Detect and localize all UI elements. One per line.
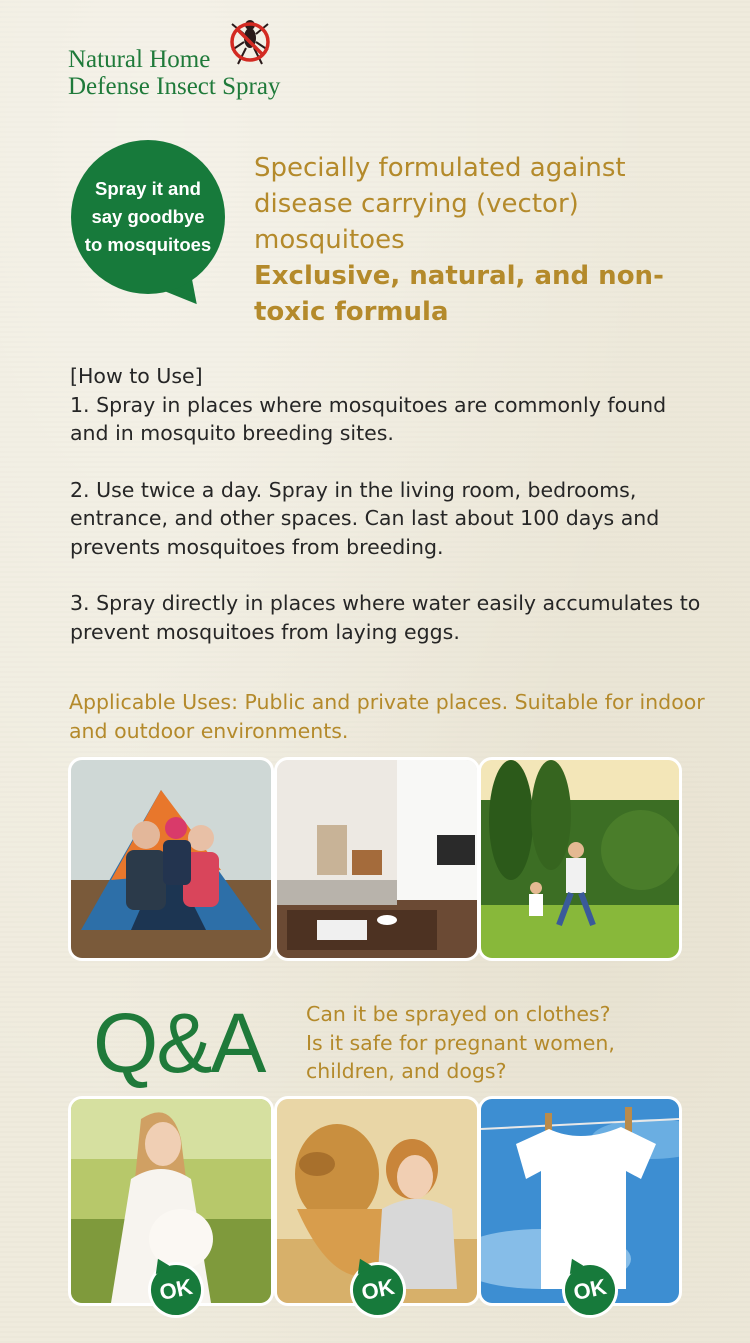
living-room-photo — [274, 757, 480, 961]
mosquito-no-icon — [226, 16, 274, 72]
headline-line-2: Exclusive, natural, and non-toxic formula — [254, 261, 664, 327]
ok-badge: OK — [557, 1257, 623, 1323]
how-to-use-step: 1. Spray in places where mosquitoes are commonly found and in mosquito breeding sites. — [70, 392, 667, 445]
applicable-uses: Applicable Uses: Public and private places. Suitable for indoor and outdoor environments. — [69, 690, 705, 743]
bubble-text: Spray it and say goodbye to mosquitoes — [84, 178, 212, 255]
how-to-use-title: [How to Use] — [70, 364, 203, 388]
park-play-photo — [478, 757, 682, 961]
headline — [254, 150, 724, 330]
headline-line-1: Specially formulated against disease carrying (vector) mosquitoes — [254, 153, 626, 255]
ok-badge: OK — [345, 1257, 411, 1323]
ok-badge: OK — [143, 1257, 209, 1323]
camping-family-photo — [68, 757, 274, 961]
speech-bubble — [71, 140, 225, 294]
logo-line-2: Defense Insect Spray — [68, 73, 281, 100]
logo-line-1: Natural Home — [68, 46, 211, 73]
question-clothes: Can it be sprayed on clothes? — [306, 1002, 611, 1026]
how-to-use-step: 2. Use twice a day. Spray in the living room, bedrooms, entrance, and other spaces. Can last about 100 days and prevents mosquitoes from breeding. — [70, 477, 660, 559]
how-to-use-step: 3. Spray directly in places where water easily accumulates to prevent mosquitoes from laying eggs. — [70, 591, 701, 644]
question-safety: Is it safe for pregnant women, children, and dogs? — [306, 1030, 615, 1083]
how-to-use-section — [70, 362, 710, 646]
qa-title: Q&A — [93, 996, 265, 1090]
qa-questions — [306, 1000, 706, 1086]
